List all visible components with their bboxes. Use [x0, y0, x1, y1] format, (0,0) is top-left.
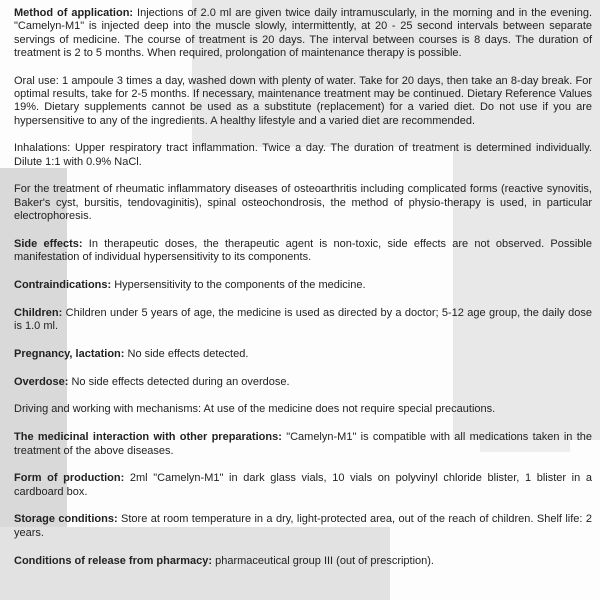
paragraph-children: Children: Children under 5 years of age, the medicine is used as directed by a doctor; 5-12 age group, the daily dose is 1.0 ml. [14, 306, 592, 333]
paragraph-storage-conditions: Storage conditions: Store at room temperature in a dry, light-protected area, out of the reach of children. Shelf life: 2 years. [14, 513, 592, 539]
paragraph-lead: Storage conditions: [14, 513, 122, 526]
paragraph-lead: Overdose: [14, 375, 72, 388]
paragraph-lead: Pregnancy, lactation: [14, 347, 128, 360]
paragraph-overdose: Overdose: No side effects detected during an overdose. [14, 375, 290, 388]
paragraph-conditions-of-release-from-pharmacy: Conditions of release from pharmacy: pharmaceutical group III (out of prescription). [14, 554, 434, 567]
paragraph-the-medicinal-interaction-with-other-preparations: The medicinal interaction with other preparations: "Camelyn-M1" is compatible with all medications taken in the treatment of the above diseases. [14, 431, 592, 457]
paragraph-lead: Contraindications: [14, 278, 115, 291]
paragraph-pregnancy-lactation: Pregnancy, lactation: No side effects detected. [14, 347, 249, 360]
paragraph-lead: Method of application: [14, 7, 138, 19]
paragraph: Oral use: 1 ampoule 3 times a day, washed down with plenty of water. Take for 20 days, then take an 8-day break. For optimal results, take for 2-5 months. If necessary, maintenance treatment may be continued. Dietary Reference Values 19%. Dietary supplements cannot be used as a substitute (replacement) for a varied diet. Do not use if you are hypersensitive to any of the ingredients. A healthy lifestyle and a varied diet are recommended. [14, 74, 592, 127]
paragraph-method-of-application: Method of application: Injections of 2.0 ml are given twice daily intramuscularly, in the morning and in the evening. "Camelyn-M1" is injected deep into the muscle slowly, intermittently, at 20 - 25 second intervals between separate servings of medicine. The course of treatment is 20 days. The interval between courses is 8 days. The duration of treatment is 2 to 5 months. When required, prolongation of maintenance therapy is possible. [14, 7, 592, 59]
paragraph-side-effects: Side effects: In therapeutic doses, the therapeutic agent is non-toxic, side effects are not observed. Possible manifestation of individual hypersensitivity to its components. [14, 237, 592, 264]
paragraph-contraindications: Contraindications: Hypersensitivity to the components of the medicine. [14, 278, 366, 291]
paragraph-lead: Side effects: [14, 237, 89, 250]
paragraph-lead: Form of production: [14, 472, 130, 485]
paragraph-lead: Children: [14, 306, 66, 319]
paragraph-form-of-production: Form of production: 2ml "Camelyn-M1" in dark glass vials, 10 vials on polyvinyl chloride blister, 1 blister in a cardboard box. [14, 472, 592, 498]
paragraph: For the treatment of rheumatic inflammatory diseases of osteoarthritis including complicated forms (reactive synovitis, Baker's cyst, bursitis, tendovaginitis), spinal osteochondrosis, the method of physio-therapy is used, in particular electrophoresis. [14, 183, 592, 223]
paragraph-lead: The medicinal interaction with other preparations: [14, 431, 287, 444]
paragraph-lead: Conditions of release from pharmacy: [14, 554, 216, 567]
document-body [14, 7, 592, 582]
paragraph: Driving and working with mechanisms: At use of the medicine does not require special precautions. [14, 403, 496, 416]
paragraph: Inhalations: Upper respiratory tract inflammation. Twice a day. The duration of treatment is determined individually. Dilute 1:1 with 0.9% NaCl. [14, 142, 592, 168]
